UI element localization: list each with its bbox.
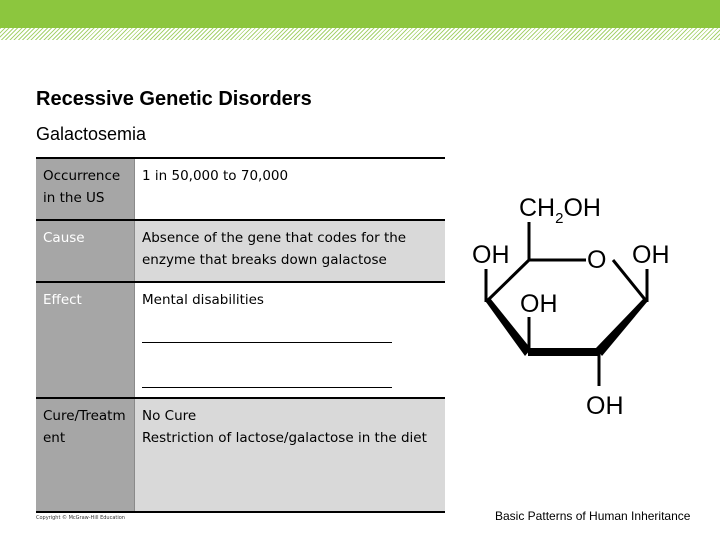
table-row-cure [36,397,445,513]
row-label-text: Cure/Treatment [43,408,126,446]
galactose-structure-diagram [466,186,692,426]
row-label-occurrence [36,159,135,219]
row-value-cure [135,399,445,511]
blank-answer-line [142,311,392,343]
mol-label-center-oh: OH [520,290,558,318]
copyright-notice: Copyright © McGraw-Hill Education [36,515,125,521]
table-row-effect [36,281,445,397]
disorder-table [36,157,445,513]
slide-subtitle: Galactosemia [36,124,147,144]
row-value-text: No Cure [142,408,197,424]
row-label-effect [36,283,135,397]
table-row-occurrence [36,157,445,219]
row-value-occurrence [135,159,445,219]
table-row-cause [36,219,445,281]
mol-label-left-oh: OH [472,241,510,269]
row-value-cause [135,221,445,281]
mol-label-ring-oxygen: O [587,246,607,274]
row-value-text: 1 in 50,000 to 70,000 [142,168,289,184]
slide-title: Recessive Genetic Disorders [36,88,312,110]
row-label-text: Effect [43,292,82,308]
row-value-text: Restriction of lactose/galactose in the diet [142,430,427,446]
row-label-text: Cause [43,230,85,246]
mol-label-right-oh: OH [632,241,670,269]
row-value-effect [135,283,445,397]
hatched-stripe [0,28,720,40]
ring-bond-front-right [596,298,647,356]
ring-bond-front [528,348,599,356]
row-label-cause [36,221,135,281]
row-value-text: Absence of the gene that codes for the enzyme that breaks down galactose [142,230,407,268]
row-label-text: Occurrence in the US [43,168,121,206]
mol-label-ch2oh: $CH_2OH$ [519,194,601,227]
footer-caption: Basic Patterns of Human Inheritance [495,509,691,523]
row-value-text: Mental disabilities [142,292,264,308]
mol-label-bottom-oh: OH [586,392,624,420]
top-accent-bar [0,0,720,28]
row-label-cure [36,399,135,511]
blank-answer-line [142,343,392,388]
